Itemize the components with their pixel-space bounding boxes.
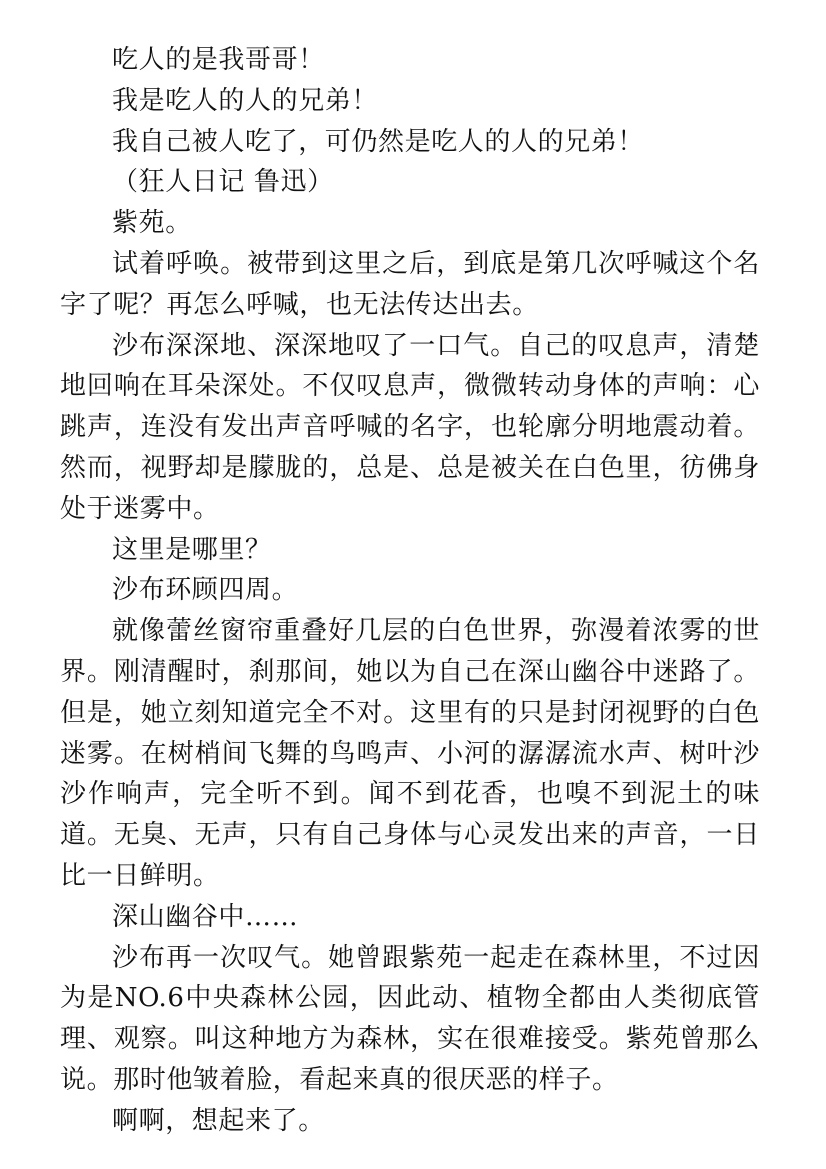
- document-page: [60, 40, 760, 1142]
- paragraph: 紫苑。: [112, 208, 192, 239]
- paragraph: 沙布再一次叹气。她曾跟紫苑一起走在森林里，不过因为是NO.6中央森林公园，因此动、植物全都由人类彻底管理、观察。叫这种地方为森林，实在很难接受。紫苑曾那么说。那时他皱着脸，看起来真的很厌恶的样子。: [60, 942, 760, 1095]
- quote-source: （狂人日记 鲁迅）: [112, 167, 334, 198]
- paragraph: 沙布深深地、深深地叹了一口气。自己的叹息声，清楚地回响在耳朵深处。不仅叹息声，微微转动身体的声响：心跳声，连没有发出声音呼喊的名字，也轮廓分明地震动着。然而，视野却是朦胧的，总是、总是被关在白色里，彷佛身处于迷雾中。: [60, 330, 760, 524]
- paragraph: 这里是哪里？: [112, 534, 272, 565]
- paragraph: 试着呼唤。被带到这里之后，到底是第几次呼喊这个名字了呢？再怎么呼喊，也无法传达出去。: [60, 248, 760, 320]
- paragraph: 深山幽谷中……: [112, 901, 299, 932]
- paragraph: 啊啊，想起来了。: [112, 1105, 325, 1136]
- paragraph: 沙布环顾四周。: [112, 575, 299, 606]
- quote-line-3: 我自己被人吃了，可仍然是吃人的人的兄弟！: [112, 126, 645, 157]
- paragraph: 就像蕾丝窗帘重叠好几层的白色世界，弥漫着浓雾的世界。刚清醒时，刹那间，她以为自己在深山幽谷中迷路了。但是，她立刻知道完全不对。这里有的只是封闭视野的白色迷雾。在树梢间飞舞的鸟鸣声、小河的潺潺流水声、树叶沙沙作响声，完全听不到。闻不到花香，也嗅不到泥土的味道。无臭、无声，只有自己身体与心灵发出来的声音，一日比一日鲜明。: [60, 616, 760, 891]
- quote-line-2: 我是吃人的人的兄弟！: [112, 85, 379, 116]
- quote-line-1: 吃人的是我哥哥！: [112, 45, 325, 75]
